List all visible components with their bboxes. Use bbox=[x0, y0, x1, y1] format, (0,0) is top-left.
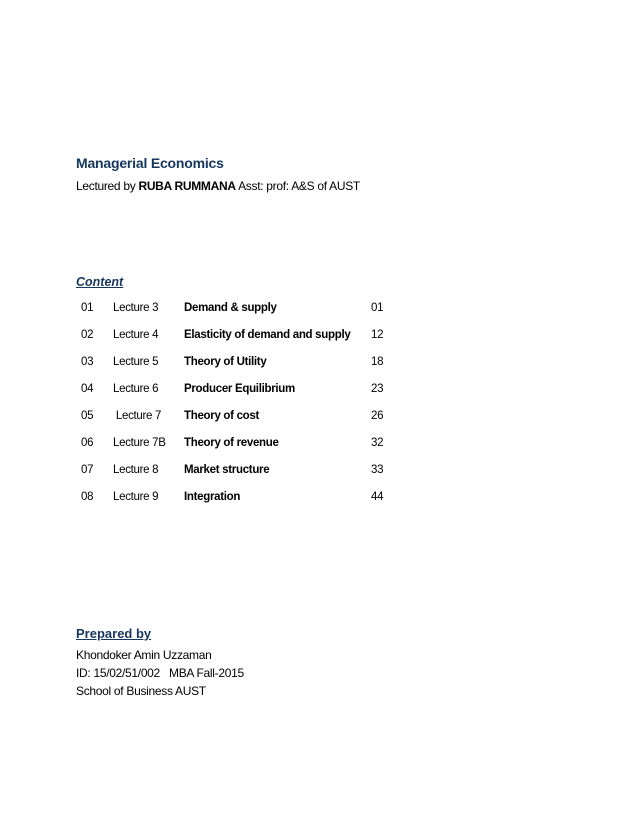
lecturer-suffix: Asst: prof: A&S of AUST bbox=[235, 179, 360, 193]
toc-number: 04 bbox=[81, 383, 94, 395]
toc-row bbox=[76, 405, 396, 432]
toc-lecture: Lecture 8 bbox=[113, 464, 159, 476]
toc-page: 18 bbox=[371, 356, 384, 368]
toc-number: 08 bbox=[81, 491, 94, 503]
toc-number: 03 bbox=[81, 356, 94, 368]
toc-lecture: Lecture 4 bbox=[113, 329, 159, 341]
toc-number: 07 bbox=[81, 464, 94, 476]
toc-number: 01 bbox=[81, 302, 94, 314]
toc-topic: Elasticity of demand and supply bbox=[184, 329, 351, 341]
contents-table bbox=[76, 297, 396, 513]
toc-row bbox=[76, 297, 396, 324]
toc-lecture: Lecture 6 bbox=[113, 383, 159, 395]
prepared-by-heading: Prepared by bbox=[76, 626, 152, 641]
toc-row bbox=[76, 459, 396, 486]
toc-topic: Theory of cost bbox=[184, 410, 260, 422]
lecturer-prefix: Lectured by bbox=[76, 179, 139, 193]
toc-page: 44 bbox=[371, 491, 384, 503]
toc-topic: Producer Equilibrium bbox=[184, 383, 295, 395]
toc-page: 01 bbox=[371, 302, 384, 314]
toc-lecture: Lecture 3 bbox=[113, 302, 159, 314]
toc-page: 26 bbox=[371, 410, 384, 422]
toc-topic: Theory of Utility bbox=[184, 356, 267, 368]
toc-lecture: Lecture 7 bbox=[113, 410, 162, 422]
toc-number: 05 bbox=[81, 410, 94, 422]
toc-topic: Integration bbox=[184, 491, 241, 503]
toc-lecture: Lecture 5 bbox=[113, 356, 159, 368]
toc-number: 06 bbox=[81, 437, 94, 449]
author-name: Khondoker Amin Uzzaman bbox=[76, 648, 212, 662]
toc-row bbox=[76, 486, 396, 513]
toc-page: 12 bbox=[371, 329, 384, 341]
document-title: Managerial Economics bbox=[76, 155, 224, 171]
toc-lecture: Lecture 9 bbox=[113, 491, 159, 503]
toc-row bbox=[76, 324, 396, 351]
toc-row bbox=[76, 378, 396, 405]
toc-page: 32 bbox=[371, 437, 384, 449]
content-heading: Content bbox=[76, 275, 124, 289]
toc-row bbox=[76, 432, 396, 459]
toc-topic: Market structure bbox=[184, 464, 270, 476]
toc-number: 02 bbox=[81, 329, 94, 341]
lecturer-line bbox=[76, 179, 360, 193]
toc-lecture: Lecture 7B bbox=[113, 437, 166, 449]
toc-page: 23 bbox=[371, 383, 384, 395]
toc-row bbox=[76, 351, 396, 378]
author-school: School of Business AUST bbox=[76, 684, 206, 698]
lecturer-name: RUBA RUMMANA bbox=[138, 179, 236, 193]
toc-page: 33 bbox=[371, 464, 384, 476]
author-id: ID: 15/02/51/002 MBA Fall-2015 bbox=[76, 666, 244, 680]
toc-topic: Demand & supply bbox=[184, 302, 277, 314]
toc-topic: Theory of revenue bbox=[184, 437, 279, 449]
